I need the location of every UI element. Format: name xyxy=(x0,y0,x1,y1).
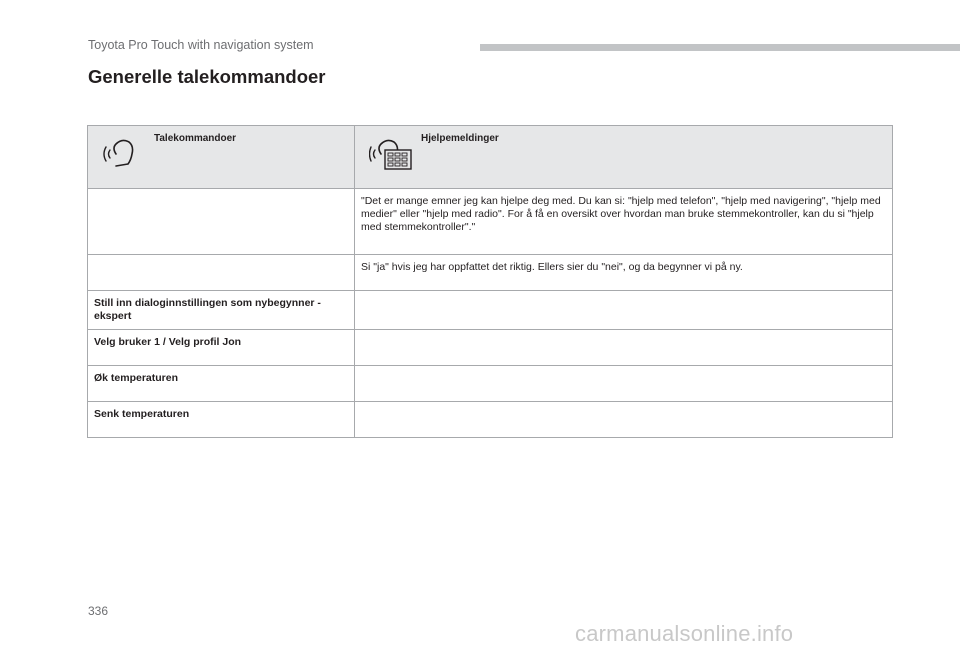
column-header-label: Talekommandoer xyxy=(154,133,237,144)
voice-help-keypad-icon xyxy=(369,134,413,170)
table-header-row xyxy=(88,126,893,189)
page-number: 336 xyxy=(88,604,109,618)
table-row xyxy=(88,255,893,291)
table-row xyxy=(88,330,893,366)
command-cell: Velg bruker 1 / Velg profil Jon xyxy=(88,330,355,366)
header-cell-help xyxy=(355,126,893,189)
table-row xyxy=(88,291,893,330)
watermark-text: carmanualsonline.info xyxy=(575,621,794,646)
command-cell: Still inn dialoginnstillingen som nybegynner - ekspert xyxy=(88,291,355,330)
help-cell xyxy=(355,366,893,402)
command-cell: Øk temperaturen xyxy=(88,366,355,402)
column-header-label: Hjelpemeldinger xyxy=(421,133,499,144)
help-cell xyxy=(355,291,893,330)
help-cell: "Det er mange emner jeg kan hjelpe deg med. Du kan si: "hjelp med telefon", "hjelp med navigering", "hjelp med medier" eller "hjelp med radio". For å få en oversikt over hvordan man bruke stemmekontroller, kan du si "hjelp med stemmekontroller"." xyxy=(355,189,893,255)
table-row xyxy=(88,189,893,255)
help-cell xyxy=(355,330,893,366)
header-cell-commands xyxy=(88,126,355,189)
table-row xyxy=(88,366,893,402)
help-cell xyxy=(355,402,893,438)
header-bar xyxy=(480,44,960,51)
header-title: Toyota Pro Touch with navigation system xyxy=(88,38,314,52)
table-row xyxy=(88,402,893,438)
help-cell: Si "ja" hvis jeg har oppfattet det riktig. Ellers sier du "nei", og da begynner vi på ny. xyxy=(355,255,893,291)
voice-commands-table xyxy=(87,125,893,438)
voice-command-icon xyxy=(102,134,142,170)
command-cell: Senk temperaturen xyxy=(88,402,355,438)
command-cell xyxy=(88,255,355,291)
section-title: Generelle talekommandoer xyxy=(88,66,326,87)
command-cell xyxy=(88,189,355,255)
